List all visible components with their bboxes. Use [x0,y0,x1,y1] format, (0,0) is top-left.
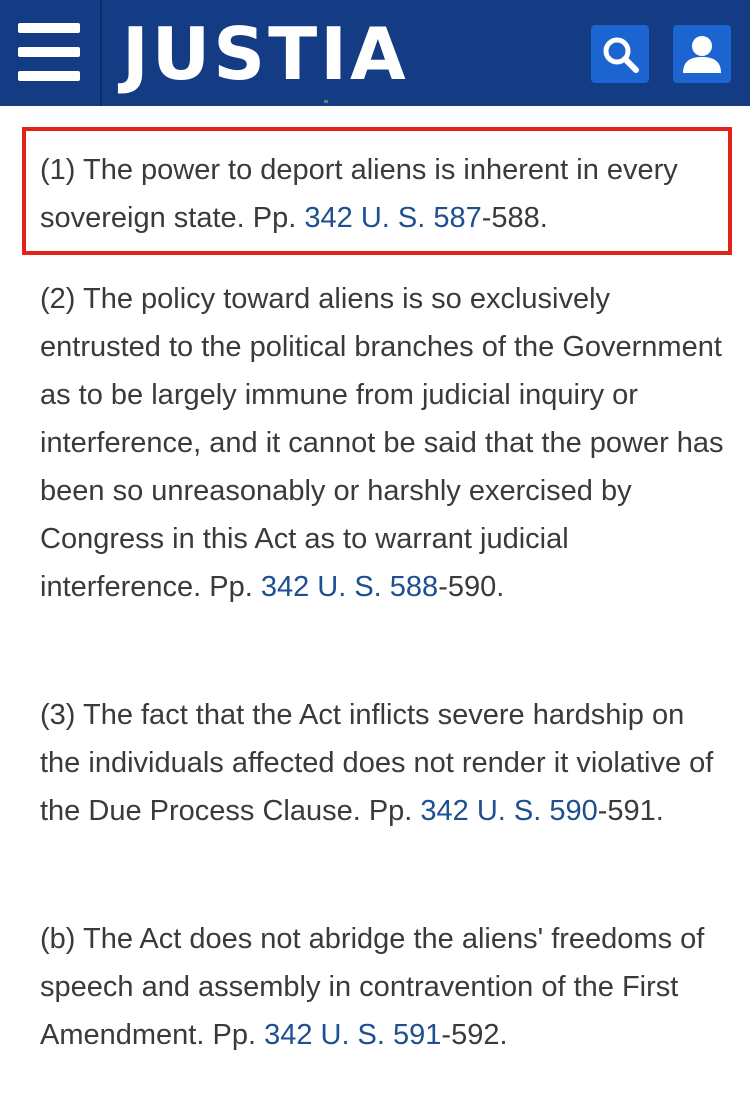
header-bar [0,0,750,106]
cut-off-text-fragment [324,100,328,103]
search-icon [591,25,649,83]
search-button[interactable] [591,25,649,83]
paragraph-suffix: -592. [441,1019,508,1051]
account-button[interactable] [673,25,731,83]
justia-logo[interactable]: JUSTIA [122,12,409,96]
paragraph-suffix: -591. [597,795,664,827]
paragraph-text: (b) The Act does not abridge the aliens' freedoms of speech and assembly in contravention of the First Amendment. Pp. [40,923,705,1051]
citation-link[interactable]: 342 U. S. 588 [260,571,439,603]
hamburger-menu-icon[interactable] [18,23,80,81]
paragraph-1 [40,146,730,242]
citation-link[interactable]: 342 U. S. 591 [264,1019,442,1051]
paragraph-2 [40,275,730,611]
paragraph-text: (1) The power to deport aliens is inherent in every sovereign state. Pp. [40,154,678,234]
paragraph-4 [40,915,730,1059]
paragraph-text: (2) The policy toward aliens is so exclusively entrusted to the political branches of the Government as to be largely immune from judicial inquiry or interference, and it cannot be said that the power has been so unreasonably or harshly exercised by Congress in this Act as to warrant judicial interference. Pp. [40,283,724,603]
citation-link[interactable]: 342 U. S. 587 [304,202,482,234]
paragraph-suffix: -588. [481,202,548,234]
paragraph-text: (3) The fact that the Act inflicts severe hardship on the individuals affected does not render it violative of the Due Process Clause. Pp. [40,699,714,827]
paragraph-3 [40,691,730,835]
user-icon [673,25,731,83]
header-divider [100,0,102,106]
citation-link[interactable]: 342 U. S. 590 [420,795,598,827]
paragraph-suffix: -590. [438,571,505,603]
